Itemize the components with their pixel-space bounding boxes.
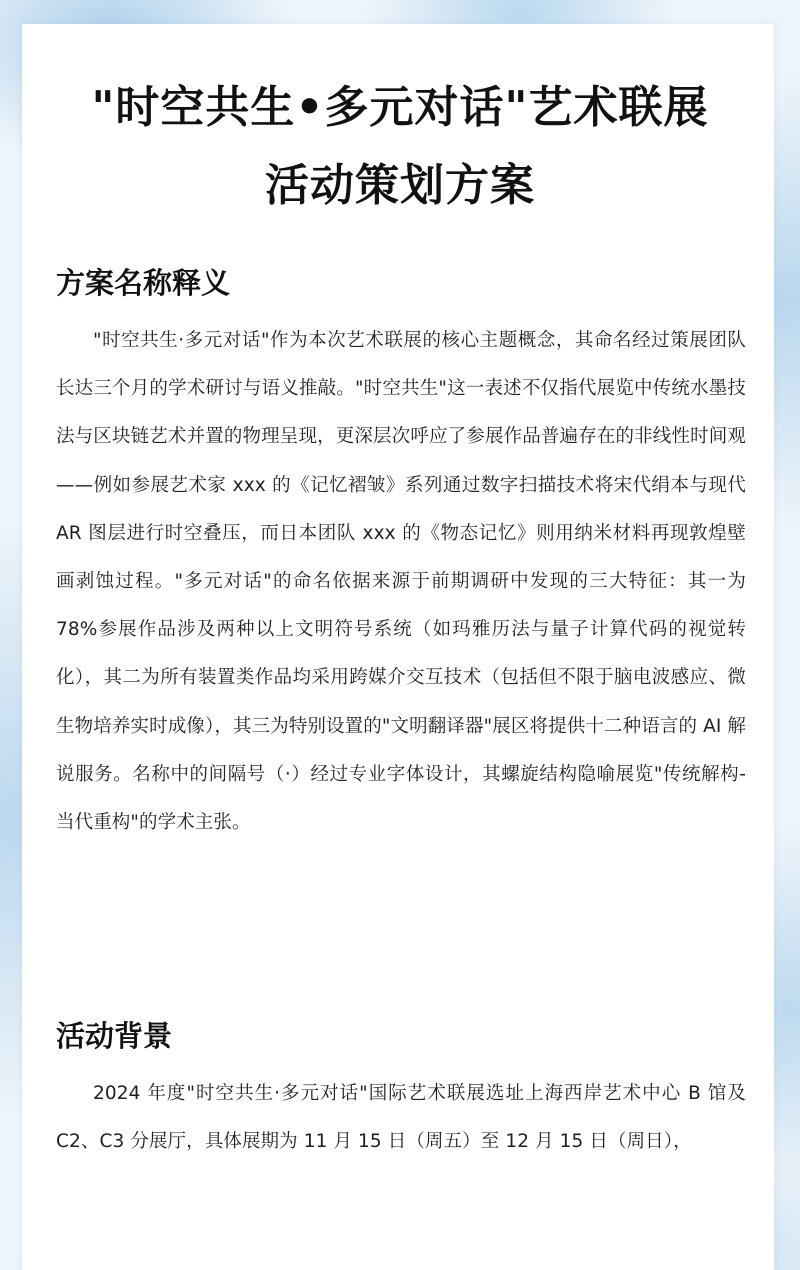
section-heading-background: 活动背景 [56, 1019, 173, 1053]
document-title-line-2: 活动策划方案 [265, 160, 535, 211]
section-paragraph-name-explanation: "时空共生·多元对话"作为本次艺术联展的核心主题概念，其命名经过策展团队长达三个月的学术研讨与语义推敲。"时空共生"这一表述不仅指代展览中传统水墨技法与区块链艺术并置的物理呈现，更深层次呼应了参展作品普遍存在的非线性时间观——例如参展艺术家 xxx 的《记忆褶皱》系列通过数字扫描技术将宋代绢本与现代 AR 图层进行时空叠压，而日本团队 xxx 的《物态记忆》则用纳米材料再现敦煌壁画剥蚀过程。"多元对话"的命名依据来源于前期调研中发现的三大特征：其一为 78%参展作品涉及两种以上文明符号系统（如玛雅历法与量子计算代码的视觉转化），其二为所有装置类作品均采用跨媒介交互技术（包括但不限于脑电波感应、微生物培养实时成像），其三为特别设置的"文明翻译器"展区将提供十二种语言的 AI 解说服务。名称中的间隔号（·）经过专业字体设计，其螺旋结构隐喻展览"传统解构-当代重构"的学术主张。 [56, 330, 746, 834]
document-title-line-1: "时空共生•多元对话"艺术联展 [91, 82, 709, 133]
section-heading-name-explanation: 方案名称释义 [56, 266, 231, 300]
section-paragraph-background: 2024 年度"时空共生·多元对话"国际艺术联展选址上海西岸艺术中心 B 馆及 C2、C3 分展厅，具体展期为 11 月 15 日（周五）至 12 月 15 日（周日）， [56, 1083, 746, 1153]
